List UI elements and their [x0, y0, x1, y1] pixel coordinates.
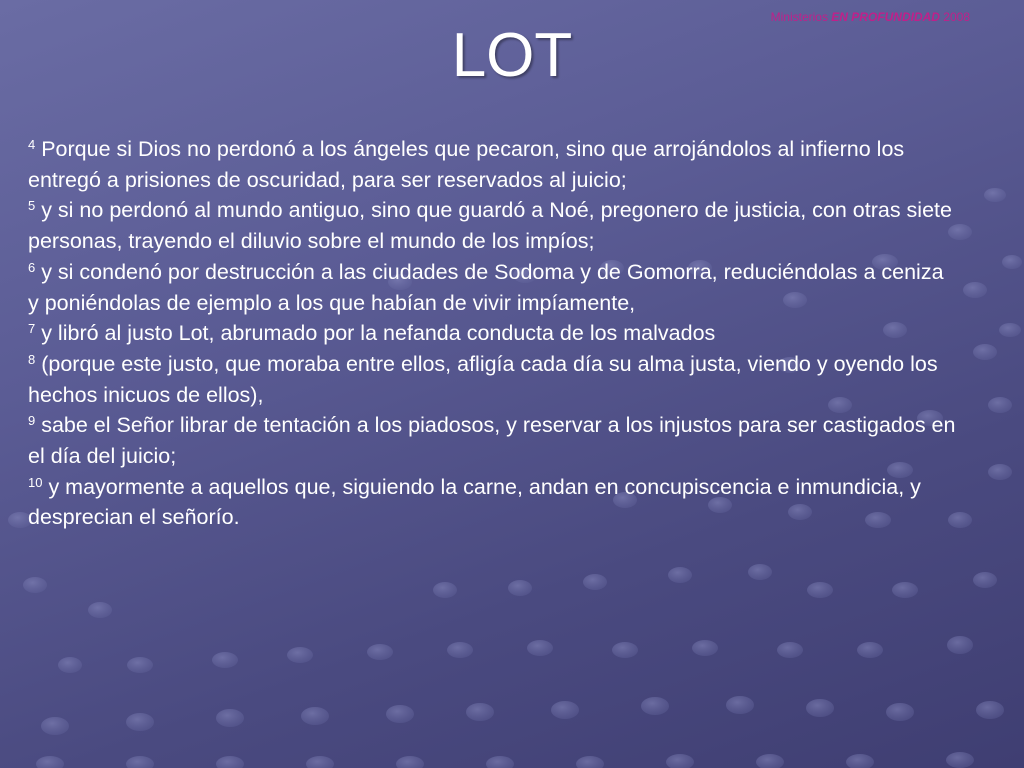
scripture-body — [28, 134, 958, 533]
verse-number: 8 — [28, 351, 36, 367]
verse-number: 9 — [28, 413, 36, 429]
verse-text: y si condenó por destrucción a las ciudades de Sodoma y de Gomorra, reduciéndolas a ceniza y poniéndolas de ejemplo a los que habían de vivir impíamente, — [28, 259, 944, 315]
credit-emphasis: EN PROFUNDIDAD — [831, 10, 940, 24]
verse-text: y mayormente a aquellos que, siguiendo la carne, andan en concupiscencia e inmundicia, y desprecian el señorío. — [28, 474, 921, 530]
verse — [28, 134, 958, 195]
verse — [28, 349, 958, 410]
verse — [28, 472, 958, 533]
verse — [28, 257, 958, 318]
verse-text: y libró al justo Lot, abrumado por la nefanda conducta de los malvados — [35, 321, 716, 346]
verse-text: sabe el Señor librar de tentación a los piadosos, y reservar a los injustos para ser castigados en el día del juicio; — [28, 413, 956, 469]
slide-title: LOT — [451, 21, 573, 90]
verse-text: y si no perdonó al mundo antiguo, sino que guardó a Noé, pregonero de justicia, con otras siete personas, trayendo el diluvio sobre el mundo de los impíos; — [28, 198, 952, 254]
verse-text: (porque este justo, que moraba entre ellos, afligía cada día su alma justa, viendo y oyendo los hechos inicuos de ellos), — [28, 351, 938, 407]
verse-number: 7 — [28, 321, 36, 337]
verse — [28, 195, 958, 256]
credit-suffix: 2008 — [939, 10, 970, 24]
verse-number: 10 — [28, 474, 43, 490]
verse-text: Porque si Dios no perdonó a los ángeles que pecaron, sino que arrojándolos al infierno los entregó a prisiones de oscuridad, para ser reservados al juicio; — [28, 137, 905, 192]
verse — [28, 410, 958, 471]
credit-prefix: Ministerios — [770, 10, 832, 24]
verse — [28, 318, 958, 349]
verse-number: 6 — [28, 259, 36, 275]
verse-number: 5 — [28, 198, 36, 214]
verse-number: 4 — [28, 137, 36, 152]
